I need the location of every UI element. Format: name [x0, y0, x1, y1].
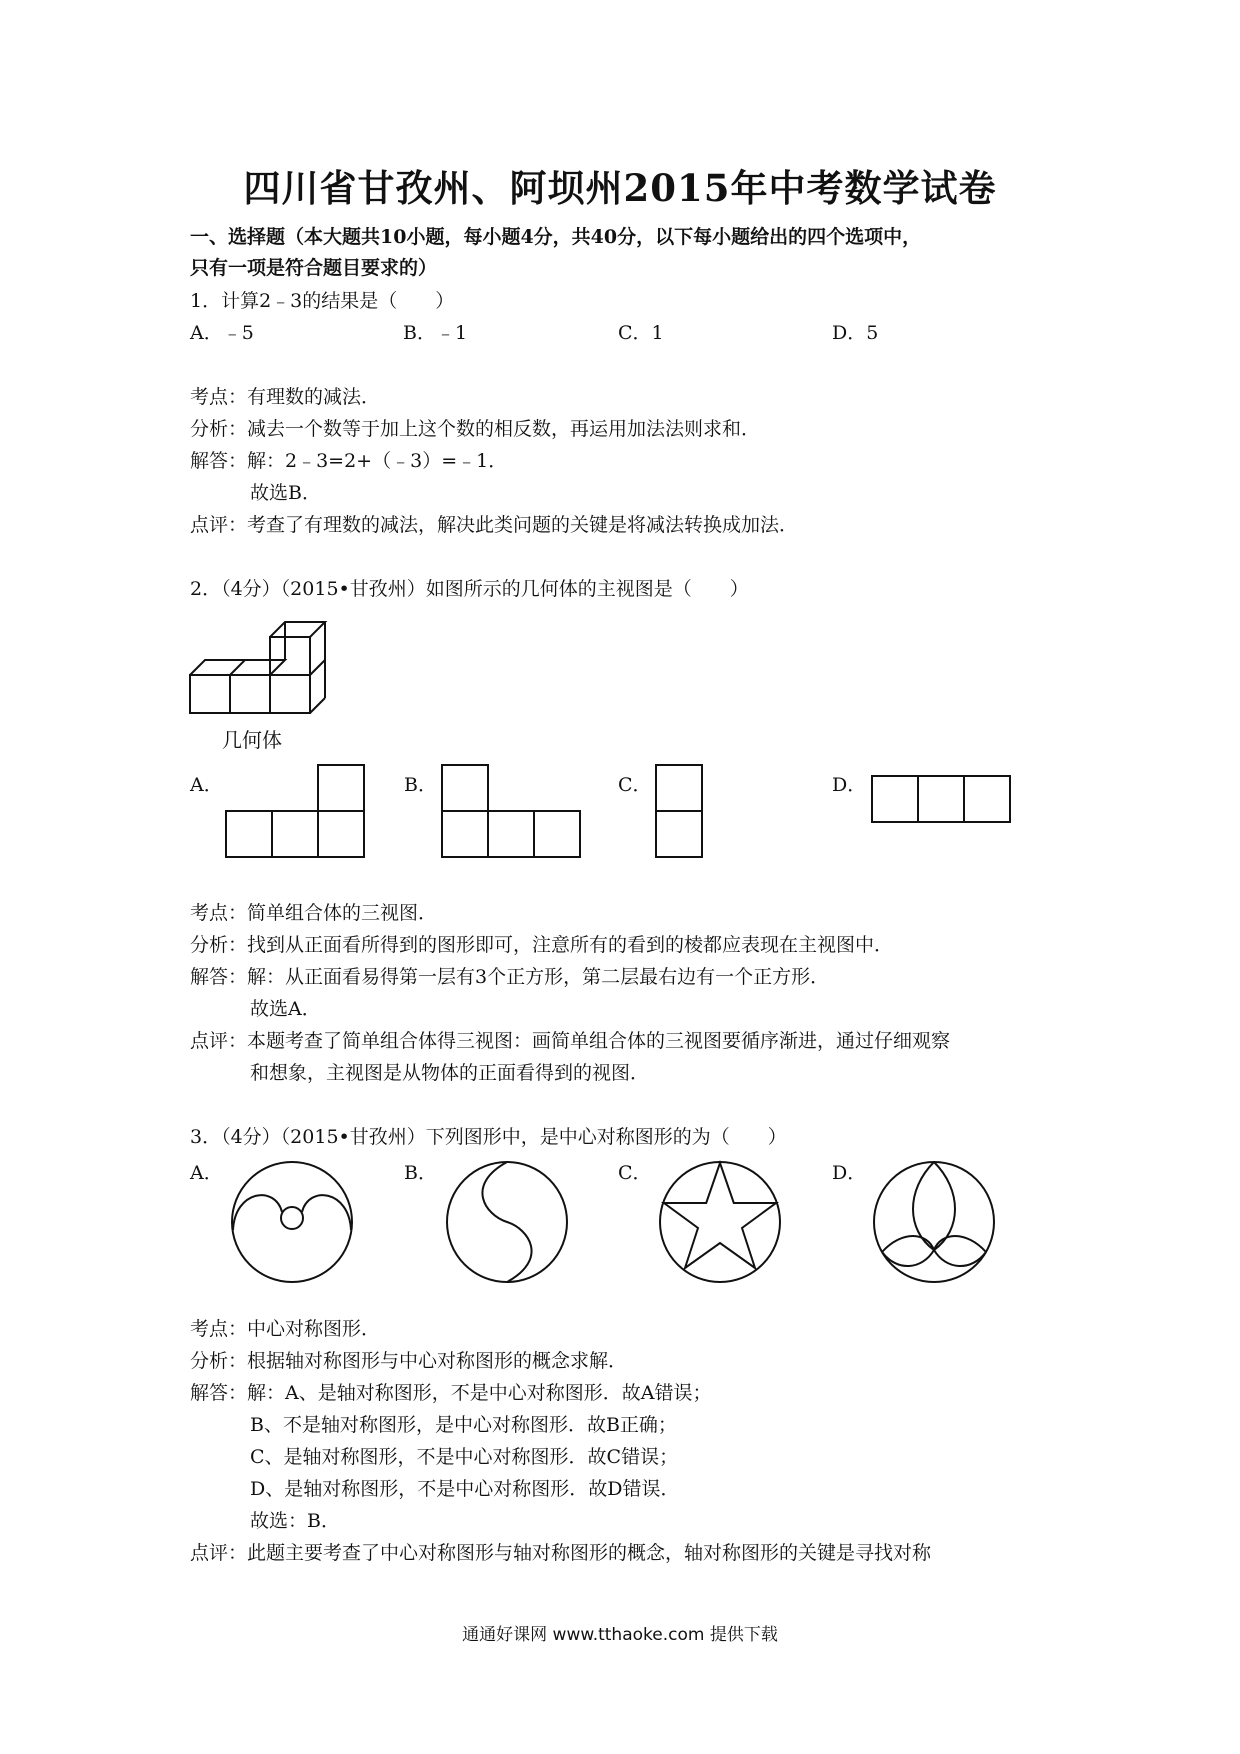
page-title: 四川省甘孜州、阿坝州2015年中考数学试卷 — [243, 166, 997, 210]
q2-figure-caption: 几何体 — [222, 728, 282, 752]
q1-answer: 故选B． — [250, 482, 321, 504]
q2-jieda: 解答：解：从正面看易得第一层有3个正方形，第二层最右边有一个正方形． — [190, 966, 830, 988]
q2-fenxi: 分析：找到从正面看所得到的图形即可，注意所有的看到的棱都应表现在主视图中． — [190, 934, 894, 956]
q3-line-d: D、是轴对称图形，不是中心对称图形．故D错误． — [250, 1478, 680, 1500]
section-heading-cont: 只有一项是符合题目要求的） — [190, 257, 438, 279]
q1-option-b: B．﹣1 — [403, 322, 468, 344]
q2-dianping-cont: 和想象，主视图是从物体的正面看得到的视图． — [250, 1062, 650, 1084]
q3-stem: 3．（4分）（2015•甘孜州）下列图形中，是中心对称图形的为（ ） — [190, 1126, 787, 1148]
q3-line-b: B、不是轴对称图形，是中心对称图形．故B正确； — [250, 1414, 677, 1436]
q1-jieda: 解答：解：2﹣3=2+（﹣3）=﹣1． — [190, 450, 508, 472]
q3-fenxi: 分析：根据轴对称图形与中心对称图形的概念求解． — [190, 1350, 628, 1372]
q2-option-a-figure — [226, 765, 368, 859]
q1-option-d: D．5 — [832, 322, 879, 344]
q3-option-b-label: B． — [404, 1162, 437, 1184]
q2-answer: 故选A． — [250, 998, 321, 1020]
q2-option-d-figure — [872, 776, 1014, 824]
q1-option-a: A．﹣5 — [190, 322, 254, 344]
q2-option-a-label: A． — [190, 774, 223, 796]
q2-stem: 2．（4分）（2015•甘孜州）如图所示的几何体的主视图是（ ） — [190, 578, 749, 600]
section-heading: 一、选择题（本大题共10小题，每小题4分，共40分，以下每小题给出的四个选项中， — [190, 226, 922, 248]
q2-option-d-label: D． — [832, 774, 867, 796]
q2-option-b-figure — [442, 765, 584, 859]
q3-dianping: 点评：此题主要考查了中心对称图形与轴对称图形的概念，轴对称图形的关键是寻找对称 — [190, 1542, 932, 1564]
q3-option-c-figure — [658, 1160, 782, 1284]
q3-kaodian: 考点：中心对称图形． — [190, 1318, 381, 1340]
q2-kaodian: 考点：简单组合体的三视图． — [190, 902, 438, 924]
q2-solid-figure — [190, 615, 330, 715]
q3-option-d-label: D． — [832, 1162, 867, 1184]
q3-line-c: C、是轴对称图形，不是中心对称图形．故C错误； — [250, 1446, 679, 1468]
q3-answer: 故选：B． — [250, 1510, 340, 1532]
q2-option-c-label: C． — [618, 774, 652, 796]
q2-option-c-figure — [656, 765, 706, 859]
q1-dianping: 点评：考查了有理数的减法，解决此类问题的关键是将减法转换成加法． — [190, 514, 799, 536]
q3-option-a-figure — [230, 1160, 354, 1284]
q3-option-c-label: C． — [618, 1162, 652, 1184]
q3-option-a-label: A． — [190, 1162, 223, 1184]
q1-stem: 1．计算2﹣3的结果是（ ） — [190, 290, 455, 312]
page-footer: 通通好课网 www.tthaoke.com 提供下载 — [462, 1625, 778, 1645]
q1-kaodian: 考点：有理数的减法． — [190, 386, 381, 408]
q3-jieda: 解答：解：A、是轴对称图形，不是中心对称图形．故A错误； — [190, 1382, 712, 1404]
q3-option-b-figure — [445, 1160, 569, 1284]
q1-fenxi: 分析：减去一个数等于加上这个数的相反数，再运用加法法则求和． — [190, 418, 761, 440]
q1-option-c: C．1 — [618, 322, 664, 344]
q3-option-d-figure — [872, 1160, 996, 1284]
q2-dianping: 点评：本题考查了简单组合体得三视图：画简单组合体的三视图要循序渐进，通过仔细观察 — [190, 1030, 951, 1052]
q2-option-b-label: B． — [404, 774, 437, 796]
